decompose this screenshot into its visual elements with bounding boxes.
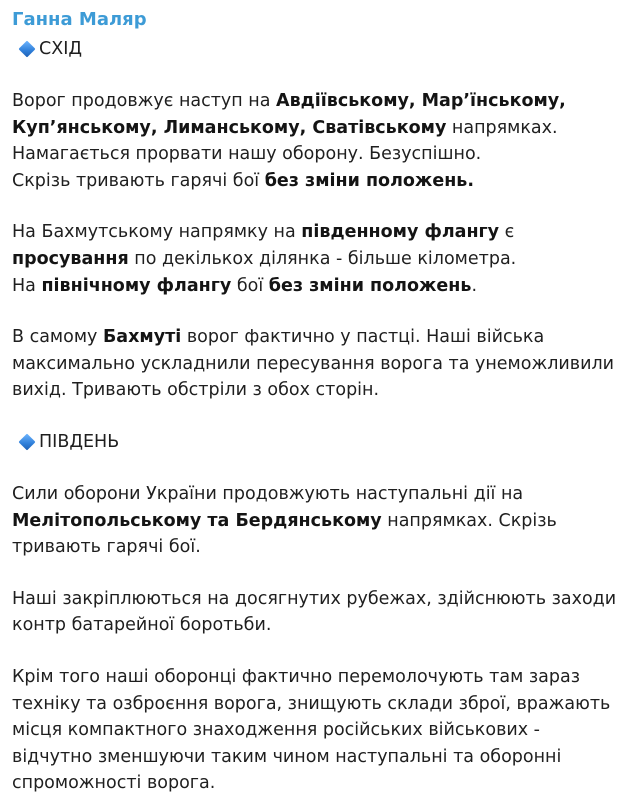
text-span: Ворог продовжує наступ на (12, 91, 277, 111)
section-heading-east (12, 36, 623, 62)
paragraph-east-2 (12, 219, 623, 299)
text-line: Намагається прорвати нашу оборону. Безуспішно. (12, 144, 482, 165)
section-heading-east-text: СХІД (39, 39, 83, 59)
text-span: . (471, 275, 478, 296)
section-heading-south (12, 429, 623, 455)
paragraph-south-2 (12, 586, 623, 639)
text-span: В самому (12, 327, 103, 348)
text-line (12, 324, 623, 351)
sender-name[interactable]: Ганна Маляр (12, 9, 147, 30)
bold-text: без зміни положень. (264, 170, 475, 191)
text-line (12, 219, 623, 246)
text-line (12, 246, 623, 273)
bold-text: Бахмуті (102, 327, 182, 348)
text-line: Крім того наші оборонці фактично перемолочують там зараз (12, 666, 581, 687)
text-line: контр батарейної боротьби. (12, 615, 272, 636)
text-line: відчутно зменшуючи таким чином наступальні та оборонні (12, 746, 562, 767)
text-line: техніку та озброєння ворога, знищують склади зброї, вражають (12, 693, 611, 714)
text-line: місця компактного знаходження російських військових - (12, 720, 540, 741)
text-span: бої (231, 275, 269, 296)
text-line: вихід. Тривають обстріли з обох сторін. (12, 380, 380, 401)
text-line: спроможності ворога. (12, 773, 216, 794)
text-line: Наші закріплюються на досягнутих рубежах, здійснюють заходи (12, 588, 617, 609)
paragraph-east-1 (12, 88, 623, 194)
text-line (12, 168, 623, 195)
text-span: Скрізь тривають гарячі бої (12, 170, 265, 191)
text-span: ворог фактично у пастці. Наші війська (181, 327, 545, 348)
section-heading-south-text: ПІВДЕНЬ (39, 431, 120, 452)
blue-diamond-icon (19, 41, 36, 58)
text-line: Сили оборони України продовжують наступальні дії на (12, 483, 524, 504)
bold-text: Мелітопольському та Бердянському (12, 510, 382, 531)
text-span: напрямках. (446, 117, 558, 138)
bold-text: південному флангу (301, 222, 500, 243)
bold-text: Авдіївському, Мар’їнському, (276, 91, 566, 111)
text-span: напрямках. Скрізь (381, 510, 557, 531)
blue-diamond-icon (19, 433, 36, 450)
bold-text: північному флангу (41, 275, 232, 296)
text-line (12, 273, 623, 300)
bold-text: без зміни положень (268, 275, 472, 296)
text-span: На Бахмутському напрямку на (12, 222, 302, 243)
text-span: На (12, 275, 42, 296)
text-line: максимально ускладнили пересування ворога та унеможливили (12, 353, 615, 374)
bold-text: Куп’янському, Лиманському, Сватівському (12, 117, 447, 138)
bold-text: просування (12, 248, 129, 269)
text-span: є (499, 222, 515, 243)
text-line: тривають гарячі бої. (12, 537, 201, 558)
text-line (12, 508, 623, 535)
text-line (12, 115, 623, 142)
text-span: по декількох ділянка - більше кілометра. (128, 248, 517, 269)
paragraph-south-3 (12, 664, 623, 797)
text-line (12, 88, 623, 115)
paragraph-south-1 (12, 481, 623, 561)
paragraph-east-3 (12, 324, 623, 404)
